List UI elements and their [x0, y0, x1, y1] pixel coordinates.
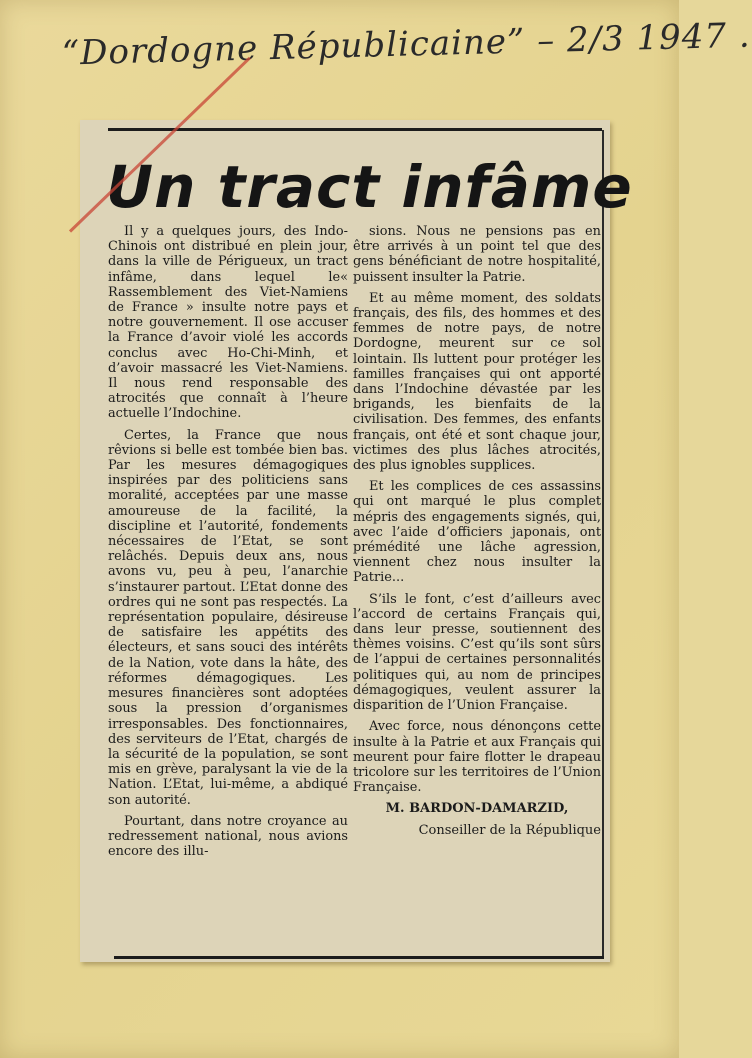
article-headline: Un tract infâme — [106, 153, 633, 221]
right-column — [353, 224, 601, 944]
left-paragraph-2: Certes, la France que nous rêvions si belle est tombée bien bas. Par les mesures démagogiques inspirées par des politiciens sans moralité, acceptées par une masse amoureuse de la facilité, la discipline et l’autorité, fondements nécessaires de l’Etat, se sont relâchés. Depuis deux ans, nous avons vu, peu à peu, l’anarchie s’instaurer partout. L’Etat donne des ordres qui ne sont pas respectés. La représentation populaire, désireuse de satisfaire les appétits des électeurs, et sans souci des intérêts de la Nation, vote dans la hâte, des réformes démagogiques. Les mesures financières sont adoptées sous la pression d’organismes irresponsables. Des fonctionnaires, des serviteurs de l’Etat, chargés de la sécurité de la population, se sont mis en grève, paralysant la vie de la Nation. L’Etat, lui-même, a abdiqué son autorité. — [108, 427, 348, 808]
right-paragraph-5: Avec force, nous dénonçons cette insulte à la Patrie et aux Français qui meurent pour faire flotter le drapeau tricolore sur les territoires de l’Union Française. — [353, 719, 601, 796]
top-rule — [108, 128, 602, 131]
bottom-rule — [114, 956, 604, 959]
left-paragraph-1: Il y a quelques jours, des Indo-Chinois ont distribué en plein jour, dans la ville de Périgueux, un tract infâme, dans lequel le« Rassemblement des Viet-Namiens de France » insulte notre pays et notre gouvernement. Il ose accuser la France d’avoir violé les accords conclus avec Ho-Chi-Minh, et d’avoir massacré les Viet-Namiens. Il nous rend responsable des atrocités que connaît à l’heure actuelle l’Indochine. — [108, 224, 348, 422]
signature-title: Conseiller de la République — [418, 822, 601, 838]
right-paragraph-1: sions. Nous ne pensions pas en être arrivés à un point tel que des gens bénéficiant de notre hospitalité, puissent insulter la Patrie. — [353, 224, 601, 285]
right-rule — [602, 130, 604, 956]
left-column — [108, 224, 348, 944]
handwritten-source-annotation: “Dordogne Républicaine” – 2/3 1947 . — [61, 15, 752, 74]
right-paragraph-3: Et les complices de ces assassins qui ont marqué le plus complet mépris des engagements signés, qui, avec l’aide d’officiers japonais, ont prémédité une lâche agression, viennent chez nous insulter la Patrie... — [353, 479, 601, 586]
right-paragraph-2: Et au même moment, des soldats français, des fils, des hommes et des femmes de notre pays, de notre Dordogne, meurent sur ce sol lointain. Ils luttent pour protéger les familles françaises qui ont apporté dans l’Indochine dévastée par les brigands, les bienfaits de la civilisation. Des femmes, des enfants français, ont été et sont chaque jour, victimes des plus lâches atrocités, des plus ignobles supplices. — [353, 290, 601, 474]
left-paragraph-3: Pourtant, dans notre croyance au redressement national, nous avions encore des illu- — [108, 813, 348, 860]
signature-name: M. BARDON-DAMARZID, — [385, 801, 569, 817]
right-paragraph-4: S’ils le font, c’est d’ailleurs avec l’accord de certains Français qui, dans leur presse, soutiennent des thèmes voisins. C’est qu’ils sont sûrs de l’appui de certaines personnalités politiques qui, au nom de principes démagogiques, veulent assurer la disparition de l’Union Française. — [353, 591, 601, 714]
newspaper-clipping — [80, 120, 633, 962]
